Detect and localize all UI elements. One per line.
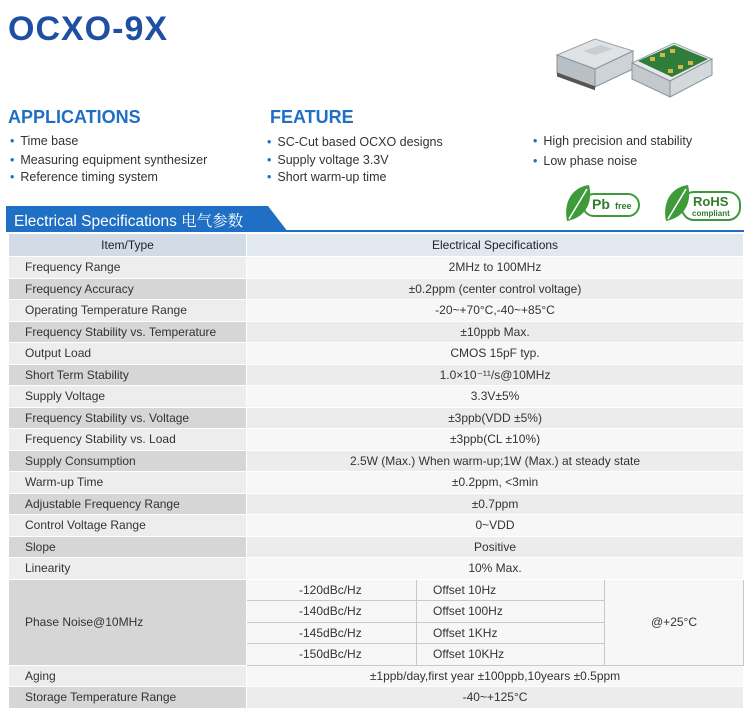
spec-header-row [9,234,744,257]
feature-item: • High precision and stability [533,134,693,148]
pb-free-badge: Pb free [563,183,641,225]
product-title: OCXO-9X [8,10,169,48]
spec-item: Frequency Accuracy [9,278,247,300]
spec-item: Slope [9,536,247,558]
applications-heading: APPLICATIONS [8,107,141,127]
applications-item: • Reference timing system [10,170,158,184]
spec-item: Frequency Stability vs. Temperature [9,321,247,343]
spec-value: 2.5W (Max.) When warm-up;1W (Max.) at steady state [247,450,744,472]
spec-value: ±3ppb(CL ±10%) [247,429,744,451]
spec-item: Short Term Stability [9,364,247,386]
spec-value: ±3ppb(VDD ±5%) [247,407,744,429]
spec-row [9,515,744,537]
ocxo-metal-package-image [553,33,635,91]
spec-value: ±1ppb/day,first year ±100ppb,10years ±0.5ppm [247,665,744,687]
header-electrical-specs: Electrical Specifications [247,234,744,257]
spec-item: Linearity [9,558,247,580]
ocxo-smd-package-image [628,35,714,103]
spec-item: Output Load [9,343,247,365]
phase-noise-level: -150dBc/Hz [247,644,417,666]
spec-row [9,558,744,580]
spec-item: Operating Temperature Range [9,300,247,322]
spec-row [9,257,744,279]
spec-item: Adjustable Frequency Range [9,493,247,515]
feature-item: • SC-Cut based OCXO designs [267,135,443,149]
phase-noise-level: -145dBc/Hz [247,622,417,644]
spec-item: Frequency Stability vs. Load [9,429,247,451]
spec-row [9,493,744,515]
phase-noise-row [9,579,744,601]
spec-item: Storage Temperature Range [9,687,247,709]
spec-row [9,364,744,386]
spec-row [9,343,744,365]
spec-row [9,429,744,451]
spec-value: ±0.7ppm [247,493,744,515]
phase-noise-level: -140dBc/Hz [247,601,417,623]
spec-row [9,321,744,343]
phase-noise-item: Phase Noise@10MHz [9,579,247,665]
spec-row [9,450,744,472]
feature-heading: FEATURE [270,107,354,127]
applications-item: • Measuring equipment synthesizer [10,153,208,167]
spec-value: -20~+70°C,-40~+85°C [247,300,744,322]
spec-item: Control Voltage Range [9,515,247,537]
spec-row [9,407,744,429]
phase-noise-condition: @+25°C [605,579,744,665]
spec-value: 2MHz to 100MHz [247,257,744,279]
spec-value: 10% Max. [247,558,744,580]
spec-row [9,278,744,300]
feature-item: • Low phase noise [533,154,638,168]
feature-item: • Short warm-up time [267,170,387,184]
applications-item: • Time base [10,134,79,148]
spec-value: 0~VDD [247,515,744,537]
spec-value: ±0.2ppm (center control voltage) [247,278,744,300]
phase-noise-offset: Offset 100Hz [417,601,605,623]
spec-item: Frequency Stability vs. Voltage [9,407,247,429]
spec-row [9,536,744,558]
spec-banner-title: Electrical Specifications 电气参数 [14,213,244,230]
spec-row [9,386,744,408]
spec-table [8,233,744,709]
spec-row [9,472,744,494]
spec-item: Frequency Range [9,257,247,279]
feature-item: • Supply voltage 3.3V [267,153,389,167]
phase-noise-offset: Offset 10KHz [417,644,605,666]
phase-noise-level: -120dBc/Hz [247,579,417,601]
spec-item: Warm-up Time [9,472,247,494]
spec-value: CMOS 15pF typ. [247,343,744,365]
spec-value: Positive [247,536,744,558]
spec-row [9,300,744,322]
header-item-type: Item/Type [9,234,247,257]
spec-row [9,687,744,709]
rohs-compliant-badge: RoHS compliant [662,183,740,225]
spec-item: Aging [9,665,247,687]
spec-value: 3.3V±5% [247,386,744,408]
spec-value: -40~+125°C [247,687,744,709]
spec-row [9,665,744,687]
spec-value: ±0.2ppm, <3min [247,472,744,494]
phase-noise-offset: Offset 10Hz [417,579,605,601]
spec-item: Supply Consumption [9,450,247,472]
spec-value: 1.0×10⁻¹¹/s@10MHz [247,364,744,386]
phase-noise-offset: Offset 1KHz [417,622,605,644]
spec-value: ±10ppb Max. [247,321,744,343]
spec-item: Supply Voltage [9,386,247,408]
